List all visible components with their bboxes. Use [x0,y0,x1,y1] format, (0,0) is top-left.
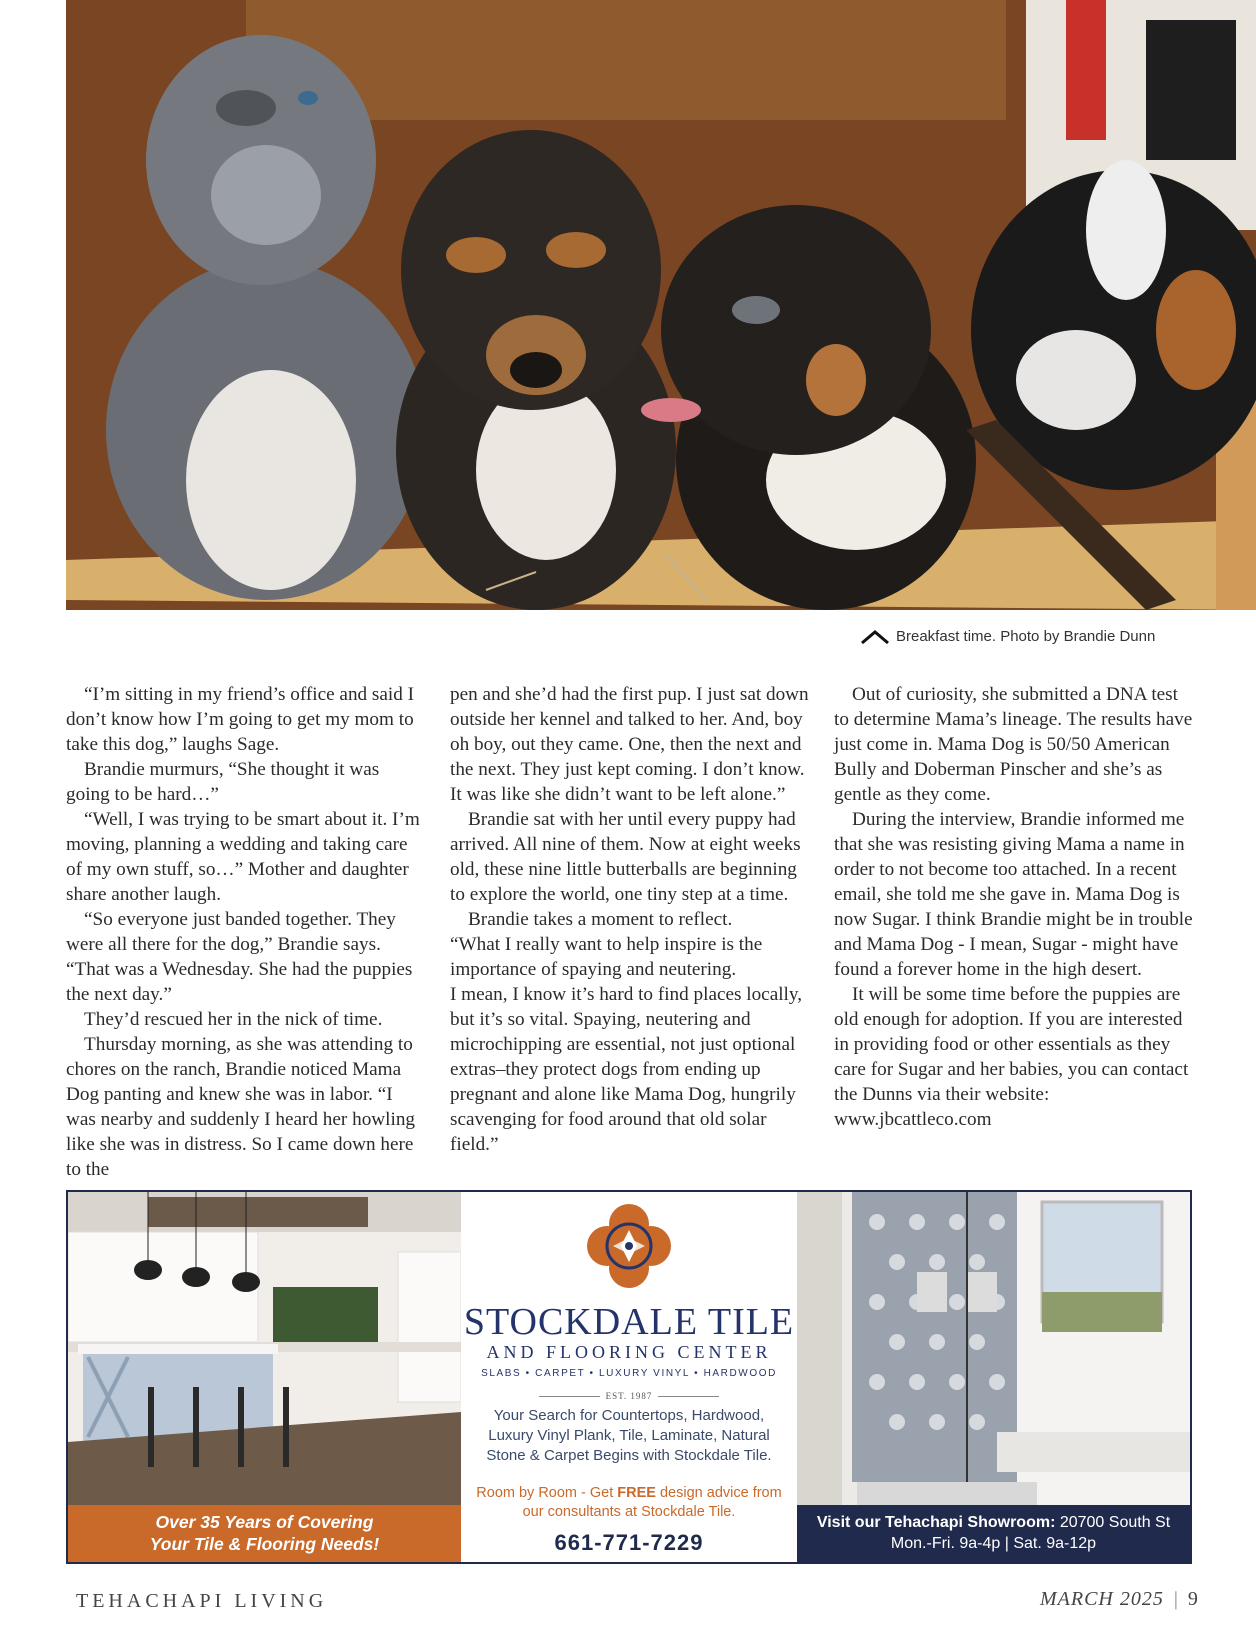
brand-name: STOCKDALE TILE [463,1301,795,1343]
phone-number: 661-771-7229 [554,1530,704,1555]
paragraph: I mean, I know it’s hard to find places locally, but it’s so vital. Spaying, neutering and microchipping are essential, not just optional extras–they protect dogs from ending up pregnant and alone like Mama Dog, hungrily scavenging for food around that old solar field.” [450,984,803,1155]
advice-pre: Room by Room - Get [476,1485,618,1501]
showroom-address: 20700 South St [1055,1514,1171,1531]
footer-separator: | [1173,1588,1178,1610]
paragraph: Thursday morning, as she was attending to chores on the ranch, Brandie noticed Mama Dog panting and knew she was in labor. “I was nearby and suddenly I heard her howling like she was in distress. So I came down here to the [66,1034,416,1180]
stockdale-tile-ad [66,1190,1192,1564]
years-banner [68,1505,461,1562]
paragraph: “I’m sitting in my friend’s office and said I don’t know how I’m going to get my mom to take this dog,” laughs Sage. [66,684,415,755]
showroom-hours: Mon.-Fri. 9a-4p | Sat. 9a-12p [890,1535,1097,1552]
showroom-label: Visit our Tehachapi Showroom: [816,1514,1056,1531]
ad-center-panel [461,1192,797,1562]
kitchen-photo [68,1192,461,1562]
photo-caption [860,628,1155,645]
showroom-banner [797,1505,1190,1562]
paragraph: “So everyone just banded together. They were all there for the dog,” Brandie says. “That was a Wednesday. She had the puppies the next day.” [66,909,413,1005]
article-column-3 [834,682,1194,1132]
article-column-1 [66,682,426,1182]
paragraph: “Well, I was trying to be smart about it. I’m moving, planning a wedding and taking care of my own stuff, so…” Mother and daughter share another laugh. [66,809,420,905]
years-banner-line-2: Your Tile & Flooring Needs! [149,1534,380,1554]
advice-free: FREE [617,1485,656,1501]
established-text: EST. 1987 [605,1391,653,1401]
paragraph: Brandie takes a moment to reflect. [468,909,733,930]
caret-up-icon [860,630,890,644]
page-footer [1040,1588,1198,1611]
article-column-2 [450,682,810,1157]
free-advice-text [475,1484,783,1522]
issue-date: MARCH 2025 [1040,1588,1164,1610]
caption-text: Breakfast time. Photo by Brandie Dunn [896,628,1156,645]
puppies-photo [66,0,1256,610]
stockdale-logo-icon [585,1202,673,1290]
paragraph: Brandie murmurs, “She thought it was going to be hard…” [66,759,380,805]
paragraph: During the interview, Brandie informed me that she was resisting giving Mama a name in order to not become too attached. In a recent email, she told me she gave in. Mama Dog is now Sugar. I think Brandie might be in trouble and Mama Dog - I mean, Sugar - might have found a forever home in the high desert. [834,809,1193,980]
divider [658,1396,719,1397]
product-categories: SLABS • CARPET • LUXURY VINYL • HARDWOOD [481,1368,777,1379]
brand-subtitle: AND FLOORING CENTER [486,1342,772,1362]
paragraph: Brandie sat with her until every puppy had arrived. All nine of them. Now at eight weeks old, these nine little butterballs are beginning to explore the world, one tiny step at a time. [450,809,801,905]
ad-tagline: Your Search for Countertops, Hardwood, Luxury Vinyl Plank, Tile, Laminate, Natural Stone & Carpet Begins with Stockdale Tile. [486,1407,772,1464]
shower-photo [797,1192,1190,1562]
divider [539,1396,600,1397]
paragraph: pen and she’d had the first pup. I just sat down outside her kennel and talked to her. And, boy oh boy, out they came. One, then the next and the next. They just kept coming. I don’t know. It was like she didn’t want to be left alone.” [450,684,809,805]
years-banner-line-1: Over 35 Years of Covering [155,1512,374,1532]
paragraph: Out of curiosity, she submitted a DNA test to determine Mama’s lineage. The results have just come in. Mama Dog is 50/50 American Bully and Doberman Pinscher and she’s as gentle as they come. [834,684,1193,805]
paragraph: “What I really want to help inspire is the importance of spaying and neutering. [450,934,763,980]
paragraph: It will be some time before the puppies are old enough for adoption. If you are interested in providing food or other essentials as they care for Sugar and her babies, you can contact the Dunns via their website: www.jbcattleco.com [834,984,1189,1130]
page-number: 9 [1187,1588,1198,1610]
paragraph: They’d rescued her in the nick of time. [84,1009,383,1030]
established-year [539,1388,719,1404]
advice-post: design advice from our consultants at Stockdale Tile. [522,1485,782,1520]
magazine-name: TEHACHAPI LIVING [76,1590,328,1612]
showroom-line [797,1512,1190,1533]
